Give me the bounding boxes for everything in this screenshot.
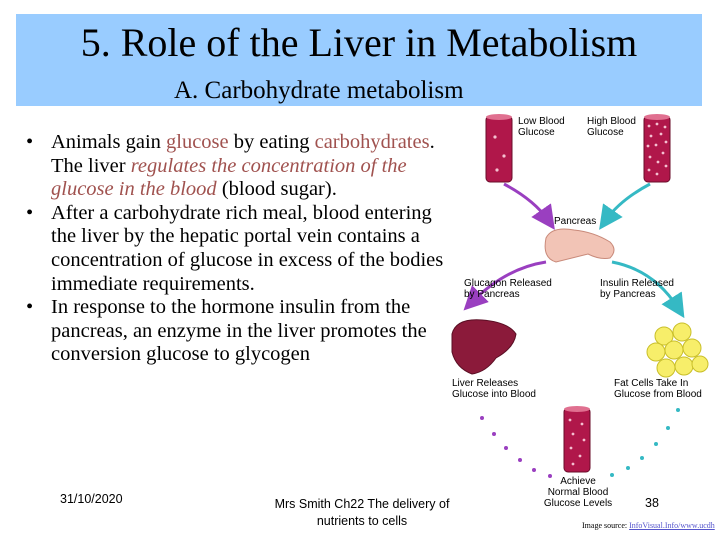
label-achieve-line-1: Achieve xyxy=(560,476,596,487)
label-low-blood-glucose xyxy=(518,116,565,138)
glucose-regulation-diagram xyxy=(442,112,720,520)
page-number: 38 xyxy=(645,496,659,510)
liver-icon xyxy=(452,320,516,374)
bullet-1-part-1: Animals gain xyxy=(51,131,167,153)
label-achieve-line-2: Normal Blood xyxy=(547,487,609,498)
bullet-1-carbohydrates: carbohydrates xyxy=(314,131,430,153)
bullet-2 xyxy=(26,202,446,296)
image-credit-link[interactable]: InfoVisual.Info/www.ucdh xyxy=(629,521,715,530)
label-low-line-2: Glucose xyxy=(518,127,555,138)
label-glucagon-line-2: by Pancreas xyxy=(464,289,520,300)
label-fat-cells xyxy=(614,378,702,400)
footer-title: Mrs Smith Ch22 The delivery of nutrients to cells xyxy=(274,497,450,528)
label-insulin-line-1: Insulin Released xyxy=(600,278,674,289)
label-achieve-normal xyxy=(540,476,616,509)
label-achieve-line-3: Glucose Levels xyxy=(543,498,613,509)
bullet-1-part-4: (blood sugar). xyxy=(216,178,337,201)
label-liver-line-1: Liver Releases xyxy=(452,378,519,389)
label-liver-line-2: Glucose into Blood xyxy=(452,389,536,400)
label-glucagon-line-1: Glucagon Released xyxy=(464,278,552,289)
bullet-1-glucose: glucose xyxy=(166,131,229,153)
bullet-1-italic: regulates the concentration of the glucose in the blood xyxy=(51,154,407,201)
high-glucose-tube-icon xyxy=(644,114,670,182)
image-credit-prefix: Image source: xyxy=(582,521,630,530)
footer-date: 31/10/2020 xyxy=(60,492,123,506)
slide-subtitle: A. Carbohydrate metabolism xyxy=(174,77,464,104)
image-credit xyxy=(582,521,715,530)
normal-glucose-tube-icon xyxy=(564,406,590,472)
label-high-line-2: Glucose xyxy=(587,127,624,138)
bullet-list xyxy=(26,131,446,367)
bullet-dot: • xyxy=(26,296,34,319)
diagram-graphics xyxy=(442,112,720,520)
label-insulin xyxy=(600,278,674,300)
arrow-low-to-pancreas xyxy=(504,184,548,220)
bullet-dot: • xyxy=(26,201,34,224)
arrow-liver-to-normal-dots xyxy=(480,416,552,478)
arrow-fat-to-normal-dots xyxy=(610,408,680,477)
bullet-1 xyxy=(26,131,446,202)
label-liver-releases xyxy=(452,378,536,400)
bullet-dot: • xyxy=(26,131,34,153)
label-low-line-1: Low Blood xyxy=(518,116,565,127)
label-fat-line-1: Fat Cells Take In xyxy=(614,378,689,389)
pancreas-icon xyxy=(545,229,614,262)
label-glucagon xyxy=(464,278,552,300)
low-glucose-tube-icon xyxy=(486,114,512,182)
label-high-line-1: High Blood xyxy=(587,116,636,127)
arrow-high-to-pancreas xyxy=(606,184,650,220)
bullet-1-part-3: . The liver xyxy=(51,131,435,177)
fat-cells-icon xyxy=(647,323,708,377)
slide-title: 5. Role of the Liver in Metabolism xyxy=(80,20,638,65)
bullet-3-text: In response to the hormone insulin from the pancreas, an enzyme in the liver promotes the conversion glucose to glycogen xyxy=(51,296,427,366)
label-fat-line-2: Glucose from Blood xyxy=(614,389,702,400)
label-pancreas: Pancreas xyxy=(554,216,597,227)
bullet-2-text: After a carbohydrate rich meal, blood entering the liver by the hepatic portal vein contains a concentration of glucose in excess of the bodies immediate requirements. xyxy=(51,201,444,295)
label-high-blood-glucose xyxy=(587,116,636,138)
label-insulin-line-2: by Pancreas xyxy=(600,289,656,300)
bullet-1-part-2: by eating xyxy=(228,131,315,153)
bullet-3 xyxy=(26,296,446,367)
